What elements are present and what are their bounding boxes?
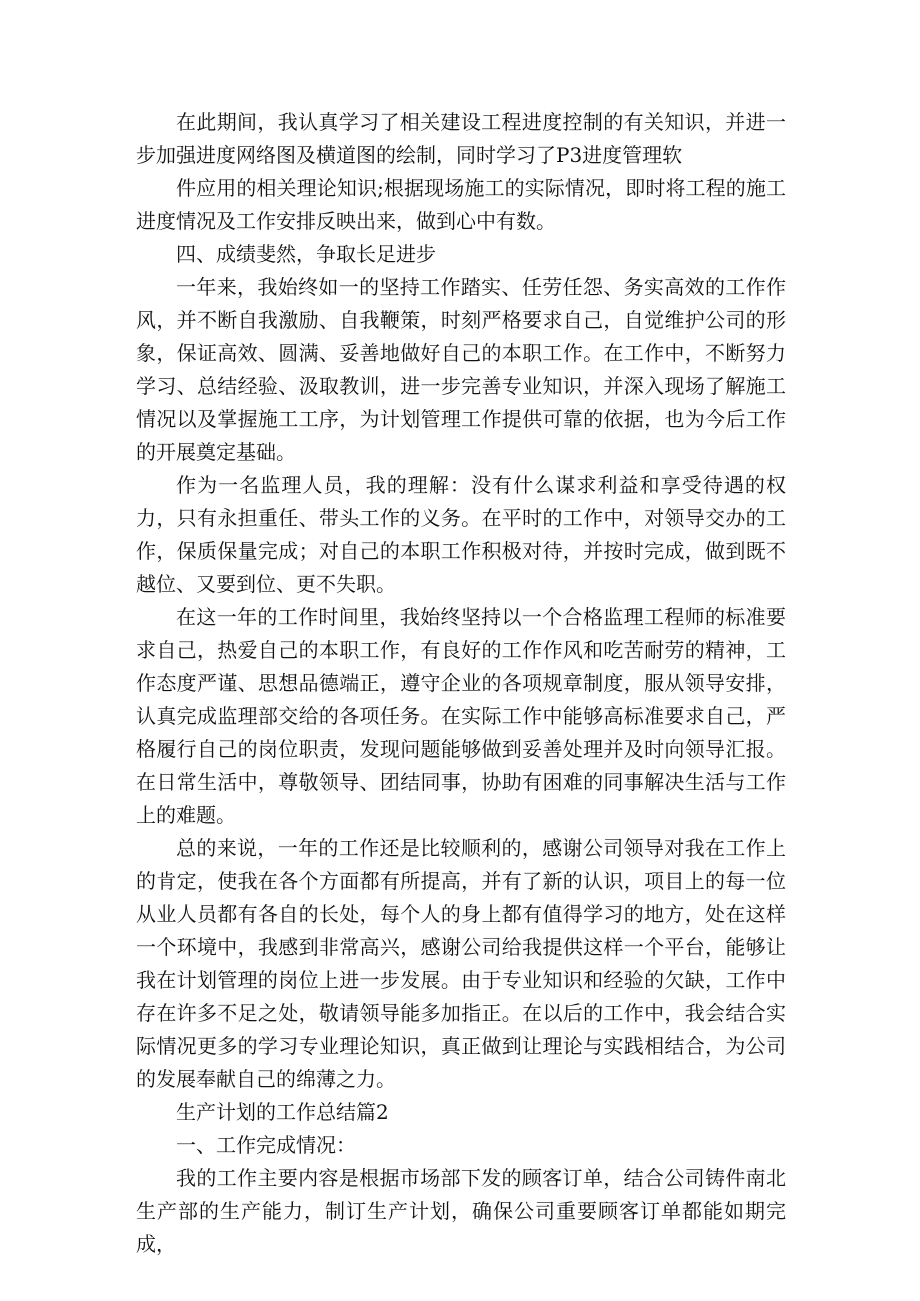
section-heading-achievements: 四、成绩斐然，争取长足进步 bbox=[176, 242, 436, 266]
paragraph-summary: 总的来说，一年的工作还是比较顺利的，感谢公司领导对我在工作上的肯定，使我在各个方面都有所提高，并有了新的认识，项目上的每一位从业人员都有各自的长处，每个人的身上都有值得学习的地方，处在这样一个环境中，我感到非常高兴，感谢公司给我提供这样一个平台，能够让我在计划管理的岗位上进一步发展。由于专业知识和经验的欠缺，工作中存在许多不足之处，敬请领导能多加指正。在以后的工作中，我会结合实际情况更多的学习专业理论知识，真正做到让理论与实践相结合，为公司的发展奉献自己的绵薄之力。 bbox=[136, 836, 786, 1091]
section-heading-work-completion: 一、工作完成情况： bbox=[176, 1133, 356, 1157]
paragraph-study-intro: 在此期间，我认真学习了相关建设工程进度控制的有关知识，并进一步加强进度网络图及横道图的绘制，同时学习了P3进度管理软 bbox=[136, 110, 786, 167]
paragraph-work-content: 我的工作主要内容是根据市场部下发的顾客订单，结合公司铸件南北生产部的生产能力，制订生产计划，确保公司重要顾客订单都能如期完成， bbox=[136, 1166, 786, 1256]
paragraph-year-review: 一年来，我始终如一的坚持工作踏实、任劳任怨、务实高效的工作作风，并不断自我激励、自我鞭策，时刻严格要求自己，自觉维护公司的形象，保证高效、圆满、妥善地做好自己的本职工作。在工作中，不断努力学习、总结经验、汲取教训，进一步完善专业知识，并深入现场了解施工情况以及掌握施工工序，为计划管理工作提供可靠的依据，也为今后工作的开展奠定基础。 bbox=[136, 275, 786, 464]
article-title-part-2: 生产计划的工作总结篇2 bbox=[176, 1100, 389, 1124]
paragraph-work-attitude: 在这一年的工作时间里，我始终坚持以一个合格监理工程师的标准要求自己，热爱自己的本职工作，有良好的工作作风和吃苦耐劳的精神，工作态度严谨、思想品德端正，遵守企业的各项规章制度，服从领导安排，认真完成监理部交给的各项任务。在实际工作中能够高标准要求自己，严格履行自己的岗位职责，发现问题能够做到妥善处理并及时向领导汇报。在日常生活中，尊敬领导、团结同事，协助有困难的同事解决生活与工作上的难题。 bbox=[136, 605, 786, 827]
paragraph-study-continued: 件应用的相关理论知识;根据现场施工的实际情况，即时将工程的施工进度情况及工作安排反映出来，做到心中有数。 bbox=[136, 176, 786, 233]
document-body bbox=[136, 106, 786, 1261]
paragraph-supervisor-role: 作为一名监理人员，我的理解：没有什么谋求利益和享受待遇的权力，只有永担重任、带头工作的义务。在平时的工作中，对领导交办的工作，保质保量完成；对自己的本职工作积极对待，并按时完成，做到既不越位、又要到位、更不失职。 bbox=[136, 473, 786, 596]
